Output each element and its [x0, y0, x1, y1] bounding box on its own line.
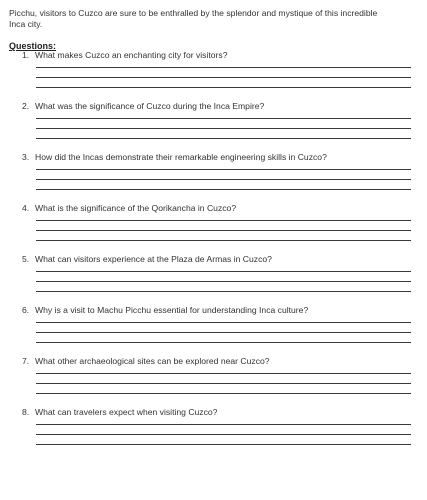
question-list	[0, 50, 427, 458]
question-item	[0, 407, 427, 458]
answer-line[interactable]	[36, 342, 411, 343]
answer-line[interactable]	[36, 230, 411, 231]
question-item	[0, 50, 427, 101]
answer-line[interactable]	[36, 240, 411, 241]
question-number: 8.	[22, 407, 30, 417]
answer-line[interactable]	[36, 332, 411, 333]
answer-line[interactable]	[36, 444, 411, 445]
answer-line[interactable]	[36, 87, 411, 88]
question-item	[0, 254, 427, 305]
questions-heading: Questions:	[9, 41, 57, 51]
question-number: 5.	[22, 254, 30, 264]
answer-line[interactable]	[36, 281, 411, 282]
question-item	[0, 305, 427, 356]
question-label: What was the significance of Cuzco during the Inca Empire?	[35, 101, 265, 111]
question-text	[22, 254, 272, 265]
answer-line[interactable]	[36, 77, 411, 78]
question-label: How did the Incas demonstrate their remarkable engineering skills in Cuzco?	[35, 152, 327, 162]
answer-line[interactable]	[36, 271, 411, 272]
answer-line[interactable]	[36, 179, 411, 180]
question-item	[0, 356, 427, 407]
question-number: 2.	[22, 101, 30, 111]
answer-line[interactable]	[36, 118, 411, 119]
question-number: 1.	[22, 50, 30, 60]
question-item	[0, 101, 427, 152]
answer-line[interactable]	[36, 434, 411, 435]
question-label: What makes Cuzco an enchanting city for visitors?	[35, 50, 228, 60]
answer-line[interactable]	[36, 291, 411, 292]
answer-line[interactable]	[36, 220, 411, 221]
answer-line[interactable]	[36, 424, 411, 425]
question-text	[22, 407, 217, 418]
answer-line[interactable]	[36, 373, 411, 374]
answer-line[interactable]	[36, 383, 411, 384]
question-text	[22, 50, 228, 61]
answer-line[interactable]	[36, 67, 411, 68]
question-number: 3.	[22, 152, 30, 162]
answer-line[interactable]	[36, 138, 411, 139]
answer-line[interactable]	[36, 128, 411, 129]
answer-line[interactable]	[36, 169, 411, 170]
answer-line[interactable]	[36, 322, 411, 323]
question-label: What is the significance of the Qorikancha in Cuzco?	[35, 203, 237, 213]
question-text	[22, 305, 308, 316]
question-text	[22, 356, 270, 367]
question-label: What other archaeological sites can be explored near Cuzco?	[35, 356, 270, 366]
intro-paragraph: Picchu, visitors to Cuzco are sure to be enthralled by the splendor and mystique of this incredible Inca city.	[9, 8, 378, 29]
question-text	[22, 203, 236, 214]
question-label: What can travelers expect when visiting Cuzco?	[35, 407, 218, 417]
question-text	[22, 101, 264, 112]
question-label: Why is a visit to Machu Picchu essential for understanding Inca culture?	[35, 305, 309, 315]
question-item	[0, 203, 427, 254]
question-label: What can visitors experience at the Plaza de Armas in Cuzco?	[35, 254, 272, 264]
question-number: 7.	[22, 356, 30, 366]
question-number: 6.	[22, 305, 30, 315]
answer-line[interactable]	[36, 189, 411, 190]
question-item	[0, 152, 427, 203]
question-number: 4.	[22, 203, 30, 213]
answer-line[interactable]	[36, 393, 411, 394]
question-text	[22, 152, 327, 163]
